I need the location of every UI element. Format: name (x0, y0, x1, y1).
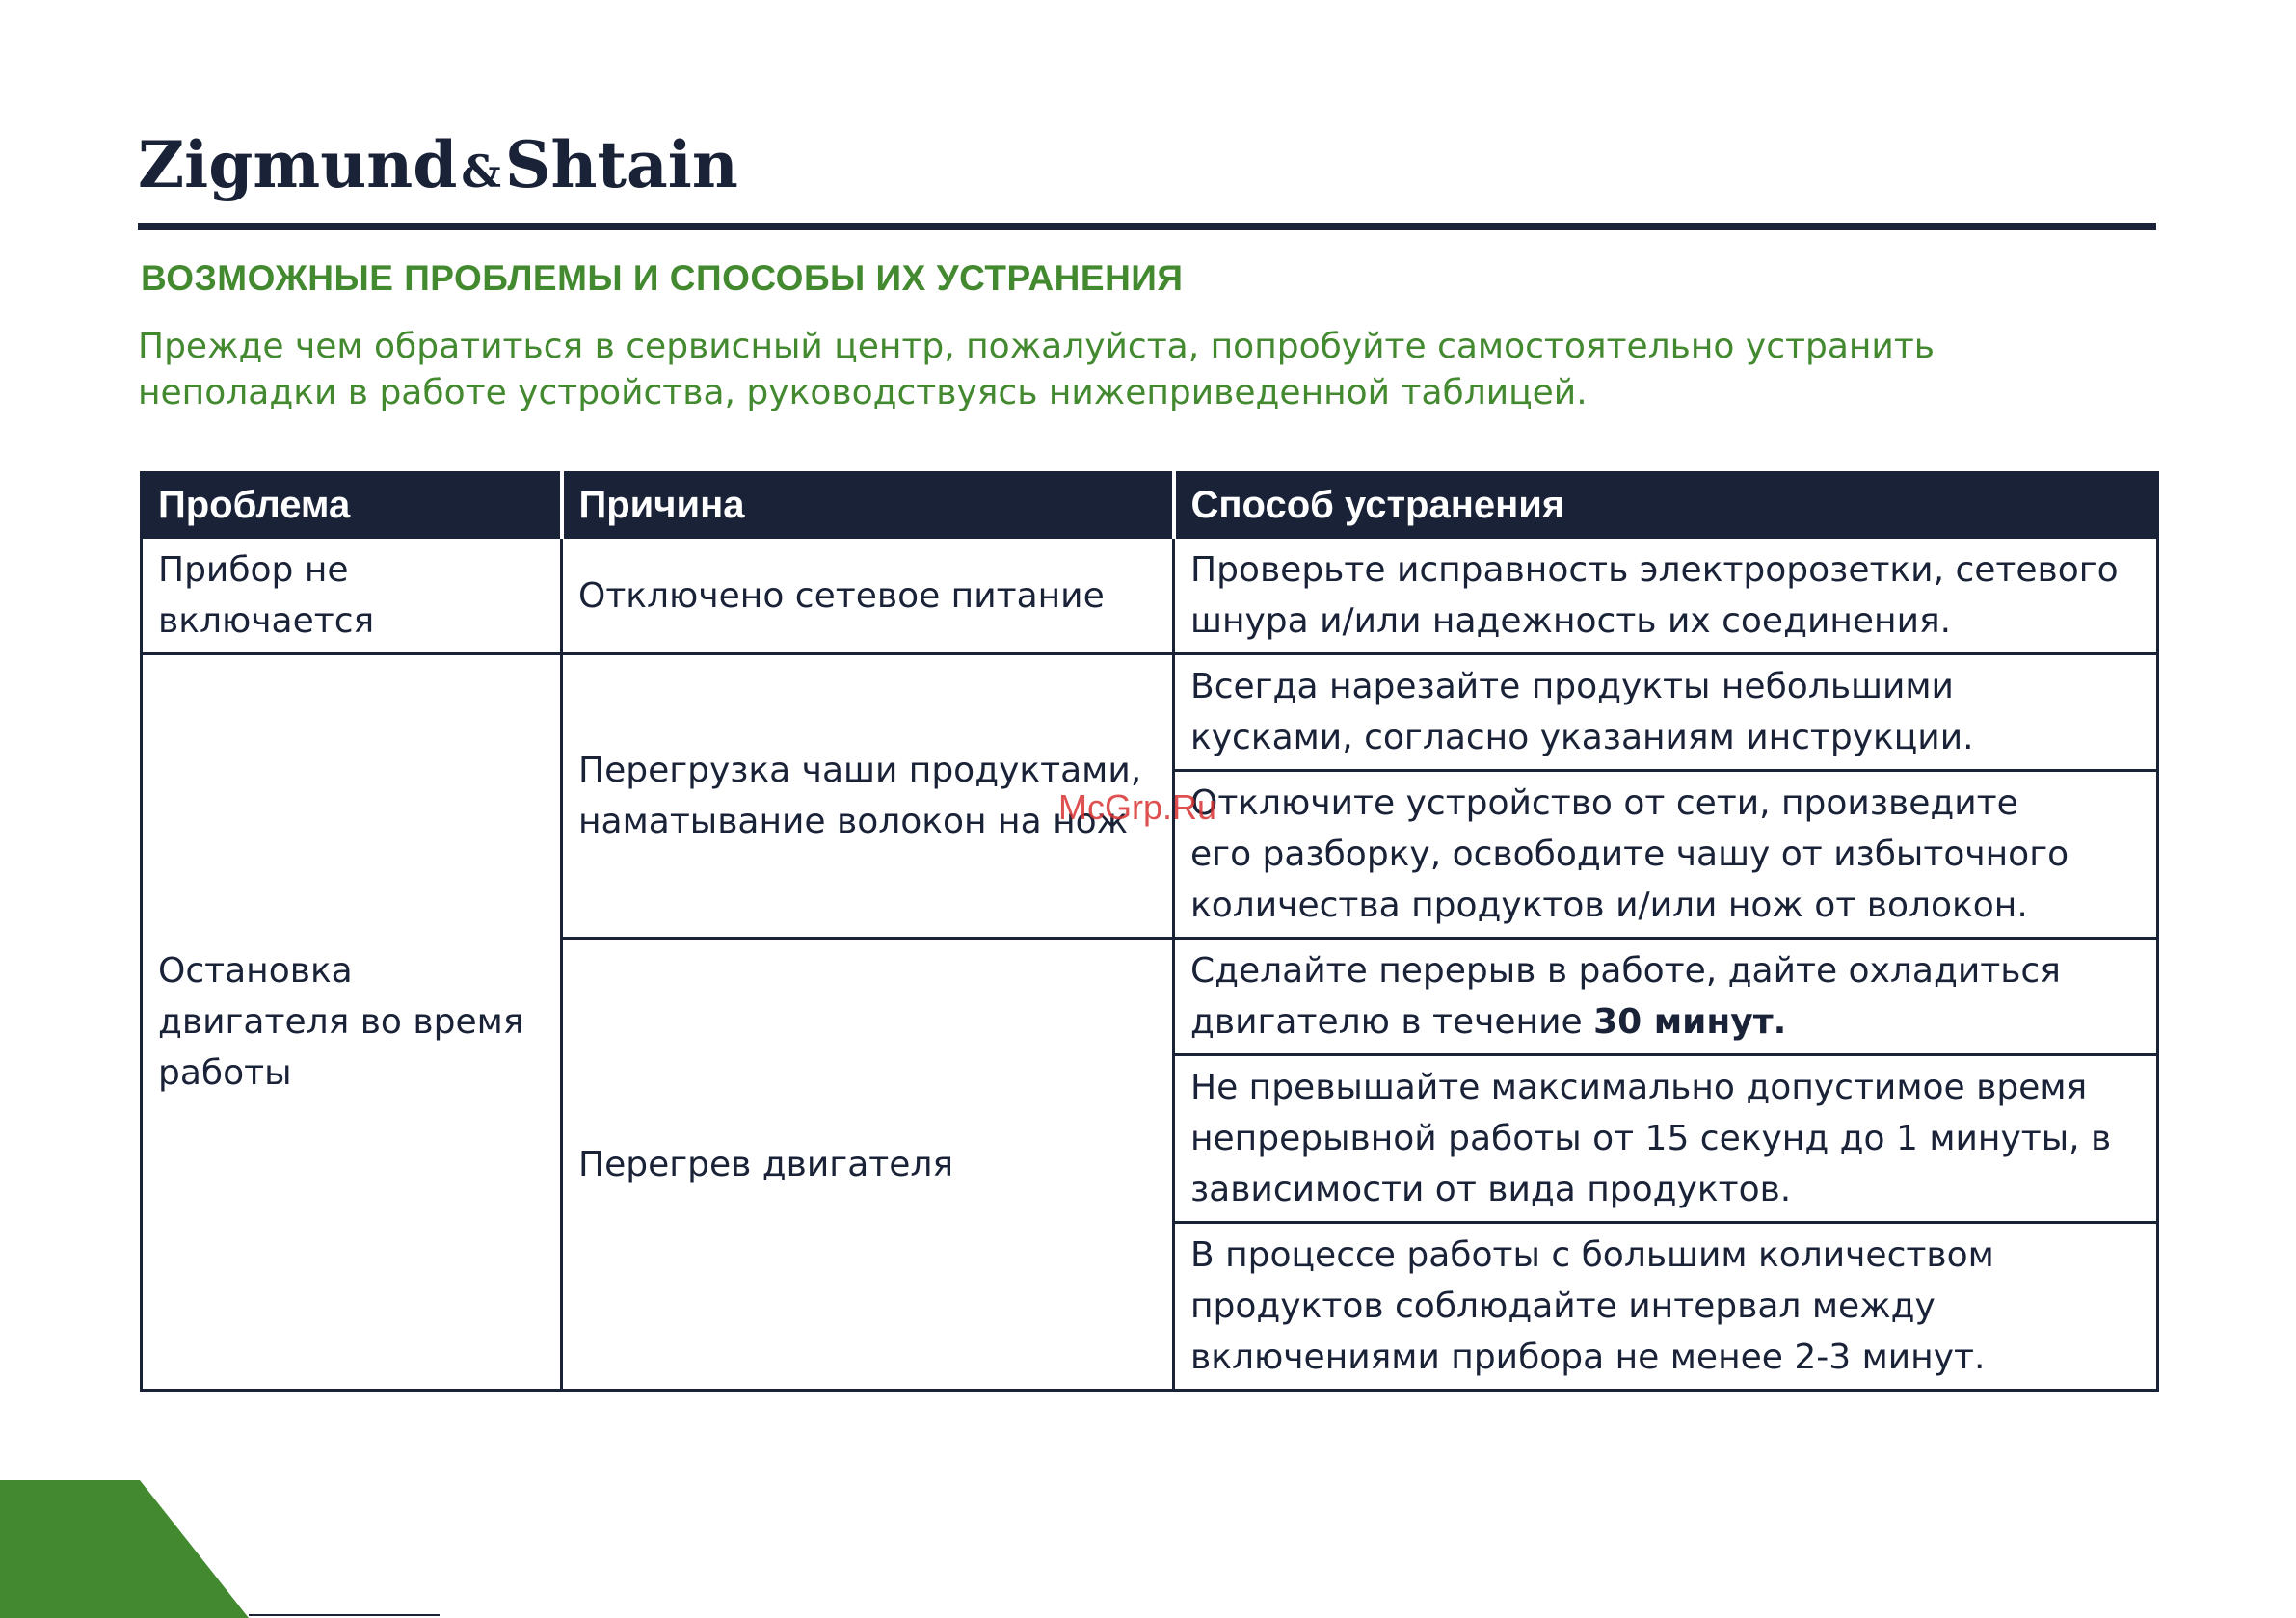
logo-text-left: Zigmund (138, 127, 458, 202)
problem-cell (142, 538, 562, 654)
solution-text (1190, 996, 2141, 1048)
header-divider (138, 223, 2156, 230)
section-title: ВОЗМОЖНЫЕ ПРОБЛЕМЫ И СПОСОБЫ ИХ УСТРАНЕНИЯ (141, 258, 1184, 298)
logo-ampersand: & (461, 146, 501, 198)
solution-text: зависимости от вида продуктов. (1190, 1170, 1792, 1209)
solution-emphasis: 30 минут. (1593, 1002, 1787, 1042)
solution-cell (1174, 538, 2158, 654)
solution-text: Сделайте перерыв в работе, дайте охладиться (1190, 951, 2061, 991)
cause-text: наматывание волокон на нож (578, 802, 1129, 841)
header-solution: Способ устранения (1174, 473, 2158, 538)
problem-text: двигателя во время (158, 1002, 524, 1042)
troubleshooting-table (140, 471, 2159, 1392)
table-header-row (142, 473, 2158, 538)
cause-cell (562, 939, 1174, 1391)
solution-text: количества продуктов и/или нож от волокон. (1190, 886, 2028, 925)
cause-text: Отключено сетевое питание (578, 575, 1105, 616)
cause-text: Перегрев двигателя (578, 1144, 954, 1184)
problem-cell (142, 654, 562, 1391)
intro-line: Прежде чем обратиться в сервисный центр, пожалуйста, попробуйте самостоятельно устранить (138, 327, 1936, 366)
solution-text: кусками, согласно указаниям инструкции. (1190, 718, 1974, 757)
solution-cell (1174, 1223, 2158, 1391)
solution-cell (1174, 771, 2158, 939)
solution-text: Всегда нарезайте продукты небольшими (1190, 667, 1954, 706)
brand-logo (138, 127, 738, 202)
header-cause: Причина (562, 473, 1174, 538)
solution-cell (1174, 1055, 2158, 1223)
intro-line: неполадки в работе устройства, руководствуясь нижеприведенной таблицей. (138, 373, 1588, 412)
solution-text: продуктов соблюдайте интервал между (1190, 1286, 1936, 1326)
solution-text: его разборку, освободите чашу от избыточного (1190, 835, 2069, 874)
solution-text: непрерывной работы от 15 секунд до 1 минуты, в (1190, 1119, 2112, 1158)
problem-text: Прибор не (158, 550, 349, 590)
logo-text-right: Shtain (504, 127, 738, 202)
solution-cell (1174, 654, 2158, 771)
solution-text: Не превышайте максимально допустимое время (1190, 1068, 2088, 1107)
table-row (142, 654, 2158, 771)
solution-text: Проверьте исправность электророзетки, сетевого (1190, 550, 2119, 590)
solution-text-part: двигателю в течение (1190, 1002, 1594, 1042)
solution-text: шнура и/или надежность их соединения. (1190, 601, 1952, 641)
cause-text: Перегрузка чаши продуктами, (578, 751, 1142, 790)
problem-text: включается (158, 601, 375, 641)
solution-cell (1174, 939, 2158, 1055)
solution-text: В процессе работы с большим количеством (1190, 1235, 1994, 1275)
solution-text: включениями прибора не менее 2-3 минут. (1190, 1338, 1986, 1377)
solution-text: Отключите устройство от сети, произведите (1190, 783, 2018, 823)
table-row (142, 538, 2158, 654)
header-problem: Проблема (142, 473, 562, 538)
problem-text: работы (158, 1053, 292, 1093)
footer-divider (249, 1614, 440, 1616)
watermark: McGrp.Ru (1058, 787, 1217, 827)
intro-paragraph (138, 324, 2143, 416)
corner-decoration (0, 1480, 251, 1618)
cause-cell (562, 538, 1174, 654)
problem-text: Остановка (158, 951, 353, 991)
